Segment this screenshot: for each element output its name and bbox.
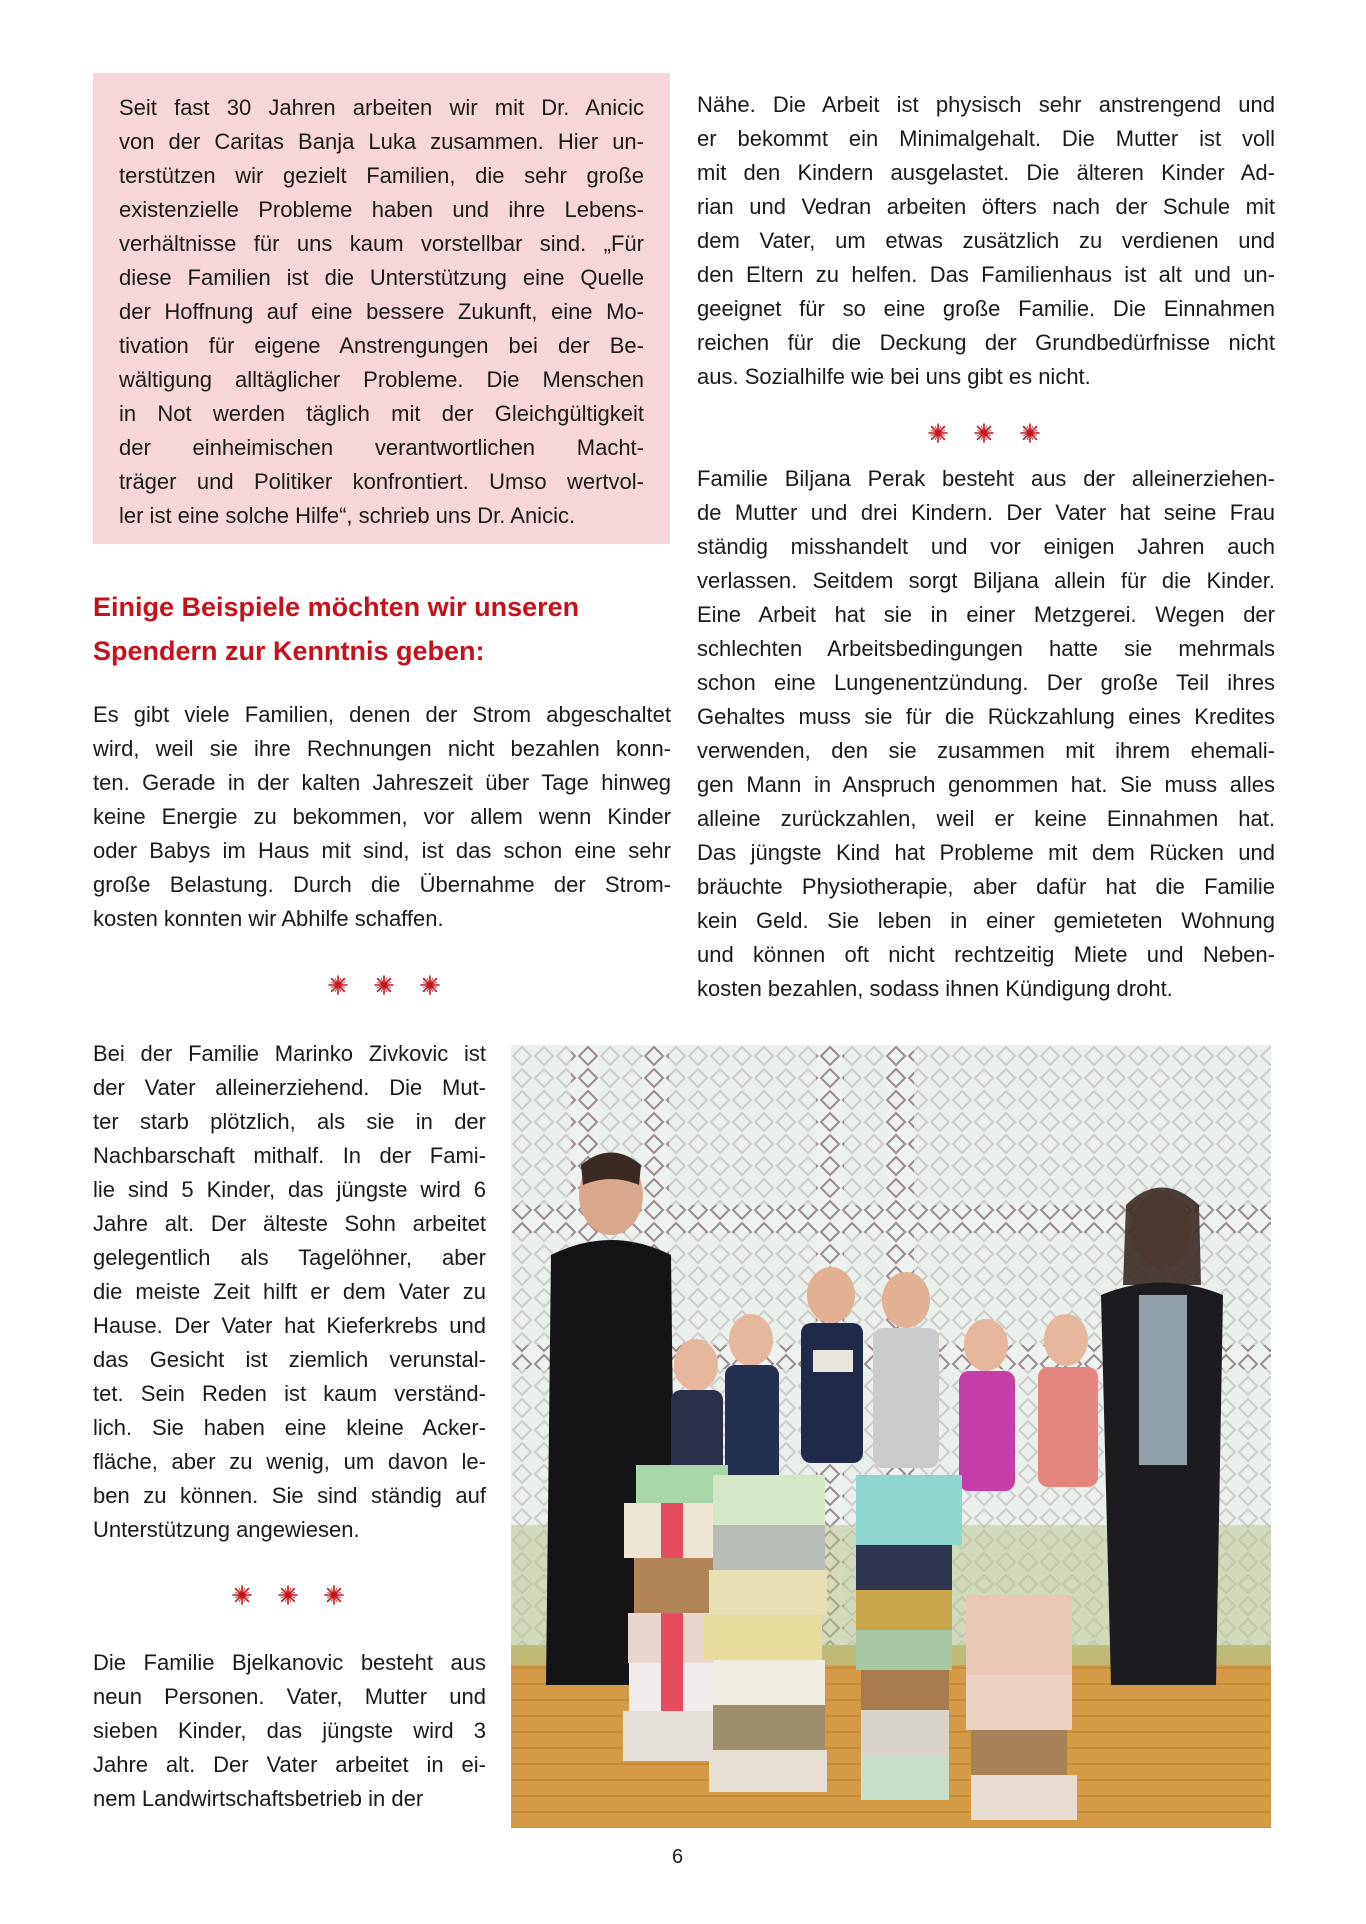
text-line: das Gesicht ist ziemlich verunstal- bbox=[93, 1347, 486, 1372]
text-line: Es gibt viele Familien, denen der Strom abgeschaltet bbox=[93, 702, 671, 727]
heading-line-1: Einige Beispiele möchten wir unseren bbox=[93, 592, 580, 622]
text-line: und können oft nicht rechtzeitig Miete und Neben- bbox=[697, 942, 1275, 967]
text-line: Hause. Der Vater hat Kieferkrebs und bbox=[93, 1313, 486, 1338]
text-line: Seit fast 30 Jahren arbeiten wir mit Dr. Anicic bbox=[119, 95, 644, 120]
text-line: träger und Politiker konfrontiert. Umso wertvol- bbox=[119, 469, 644, 494]
text-line: Die Familie Bjelkanovic besteht aus bbox=[93, 1650, 486, 1675]
text-line: gelegentlich als Tagelöhner, aber bbox=[93, 1245, 486, 1270]
text-line: sieben Kinder, das jüngste wird 3 bbox=[93, 1718, 486, 1743]
text-line: kosten konnten wir Abhilfe schaffen. bbox=[93, 906, 444, 931]
text-line: lie sind 5 Kinder, das jüngste wird 6 bbox=[93, 1177, 486, 1202]
asterisk-star-icon bbox=[974, 423, 994, 443]
paragraph-text bbox=[697, 462, 1275, 1006]
paragraph-text bbox=[93, 698, 671, 936]
text-line: terstützen wir gezielt Familien, die sehr große bbox=[119, 163, 644, 188]
asterisk-star-icon bbox=[324, 1585, 344, 1605]
text-line: tivation für eigene Anstrengungen bei der Be- bbox=[119, 333, 644, 358]
text-line: ter starb plötzlich, als sie in der bbox=[93, 1109, 486, 1134]
section-heading bbox=[93, 585, 693, 673]
text-line: kosten bezahlen, sodass ihnen Kündigung droht. bbox=[697, 976, 1173, 1001]
asterisk-star-icon bbox=[1020, 423, 1040, 443]
text-line: nem Landwirtschaftsbetrieb in der bbox=[93, 1786, 424, 1811]
text-line: aus. Sozialhilfe wie bei uns gibt es nicht. bbox=[697, 364, 1091, 389]
paragraph-text bbox=[93, 1646, 486, 1816]
text-line: tet. Sein Reden ist kaum verständ- bbox=[93, 1381, 486, 1406]
text-line: schon eine Lungenentzündung. Der große Teil ihres bbox=[697, 670, 1275, 695]
text-line: kein Geld. Sie leben in einer gemieteten Wohnung bbox=[697, 908, 1275, 933]
text-line: Nachbarschaft mithalf. In der Fami- bbox=[93, 1143, 486, 1168]
text-line: Nähe. Die Arbeit ist physisch sehr anstrengend und bbox=[697, 92, 1275, 117]
text-line: der Hoffnung auf eine bessere Zukunft, eine Mo- bbox=[119, 299, 644, 324]
text-line: neun Personen. Vater, Mutter und bbox=[93, 1684, 486, 1709]
text-line: verhältnisse für uns kaum vorstellbar sind. „Für bbox=[119, 231, 644, 256]
asterisk-star-icon bbox=[278, 1585, 298, 1605]
text-line: verlassen. Seitdem sorgt Biljana allein für die Kinder. bbox=[697, 568, 1275, 593]
text-line: diese Familien ist die Unterstützung eine Quelle bbox=[119, 265, 644, 290]
text-line: Gehaltes muss sie für die Rückzahlung eines Kredites bbox=[697, 704, 1275, 729]
quote-box bbox=[93, 73, 670, 544]
text-line: schlechten Arbeitsbedingungen hatte sie mehrmals bbox=[697, 636, 1275, 661]
asterisk-star-icon bbox=[374, 975, 394, 995]
text-line: verwenden, den sie zusammen mit ihrem ehemali- bbox=[697, 738, 1275, 763]
page-number: 6 bbox=[672, 1846, 684, 1868]
text-line: Unterstützung angewiesen. bbox=[93, 1517, 360, 1542]
text-line: ständig misshandelt und vor einigen Jahren auch bbox=[697, 534, 1275, 559]
text-line: wältigung alltäglicher Probleme. Die Menschen bbox=[119, 367, 644, 392]
group-photo bbox=[511, 1045, 1271, 1828]
text-line: de Mutter und drei Kindern. Der Vater hat seine Frau bbox=[697, 500, 1275, 525]
text-line: in Not werden täglich mit der Gleichgültigkeit bbox=[119, 401, 644, 426]
text-line: geeignet für so eine große Familie. Die Einnahmen bbox=[697, 296, 1275, 321]
asterisk-star-icon bbox=[328, 975, 348, 995]
text-line: Das jüngste Kind hat Probleme mit dem Rücken und bbox=[697, 840, 1275, 865]
paragraph-zivkovic bbox=[93, 1037, 486, 1547]
text-line: oder Babys im Haus mit sind, ist das schon eine sehr bbox=[93, 838, 671, 863]
text-line: der Vater alleinerziehend. Die Mut- bbox=[93, 1075, 486, 1100]
text-line: existenzielle Probleme haben und ihre Lebens- bbox=[119, 197, 644, 222]
text-line: der einheimischen verantwortlichen Macht- bbox=[119, 435, 644, 460]
text-line: fläche, aber zu wenig, um davon le- bbox=[93, 1449, 486, 1474]
text-line: alleine zurückzahlen, weil er keine Einnahmen hat. bbox=[697, 806, 1275, 831]
text-line: den Eltern zu helfen. Das Familienhaus ist alt und un- bbox=[697, 262, 1275, 287]
photo-illustration bbox=[511, 1045, 1271, 1828]
paragraph-electricity bbox=[93, 698, 671, 936]
separator-stars bbox=[328, 975, 440, 995]
heading-line-2: Spendern zur Kenntnis geben: bbox=[93, 636, 485, 666]
separator-stars bbox=[232, 1585, 344, 1605]
asterisk-star-icon bbox=[232, 1585, 252, 1605]
text-line: lich. Sie haben eine kleine Acker- bbox=[93, 1415, 486, 1440]
text-line: reichen für die Deckung der Grundbedürfnisse nicht bbox=[697, 330, 1275, 355]
text-line: keine Energie zu bekommen, vor allem wenn Kinder bbox=[93, 804, 671, 829]
text-line: rian und Vedran arbeiten öfters nach der Schule mit bbox=[697, 194, 1275, 219]
text-line: Bei der Familie Marinko Zivkovic ist bbox=[93, 1041, 486, 1066]
text-line: gen Mann in Anspruch genommen hat. Sie muss alles bbox=[697, 772, 1275, 797]
paragraph-perak bbox=[697, 462, 1275, 1006]
text-line: dem Vater, um etwas zusätzlich zu verdienen und bbox=[697, 228, 1275, 253]
text-line: ben zu können. Sie sind ständig auf bbox=[93, 1483, 486, 1508]
text-line: ler ist eine solche Hilfe“, schrieb uns Dr. Anicic. bbox=[119, 503, 576, 528]
text-line: bräuchte Physiotherapie, aber dafür hat die Familie bbox=[697, 874, 1275, 899]
text-line: Familie Biljana Perak besteht aus der alleinerziehen- bbox=[697, 466, 1275, 491]
text-line: Eine Arbeit hat sie in einer Metzgerei. Wegen der bbox=[697, 602, 1275, 627]
paragraph-bjelkanovic bbox=[93, 1646, 486, 1816]
text-line: Jahre alt. Der Vater arbeitet in ei- bbox=[93, 1752, 486, 1777]
quote-text bbox=[119, 91, 644, 533]
separator-stars bbox=[928, 423, 1040, 443]
asterisk-star-icon bbox=[420, 975, 440, 995]
text-line: von der Caritas Banja Luka zusammen. Hier un- bbox=[119, 129, 644, 154]
text-line: mit den Kindern ausgelastet. Die älteren Kinder Ad- bbox=[697, 160, 1275, 185]
text-line: wird, weil sie ihre Rechnungen nicht bezahlen konn- bbox=[93, 736, 671, 761]
text-line: große Belastung. Durch die Übernahme der Strom- bbox=[93, 872, 671, 897]
paragraph-text bbox=[697, 88, 1275, 394]
text-line: die meiste Zeit hilft er dem Vater zu bbox=[93, 1279, 486, 1304]
paragraph-text bbox=[93, 1037, 486, 1547]
paragraph-bjelkanovic-continued bbox=[697, 88, 1275, 394]
text-line: ten. Gerade in der kalten Jahreszeit über Tage hinweg bbox=[93, 770, 671, 795]
text-line: Jahre alt. Der älteste Sohn arbeitet bbox=[93, 1211, 486, 1236]
text-line: er bekommt ein Minimalgehalt. Die Mutter ist voll bbox=[697, 126, 1275, 151]
asterisk-star-icon bbox=[928, 423, 948, 443]
